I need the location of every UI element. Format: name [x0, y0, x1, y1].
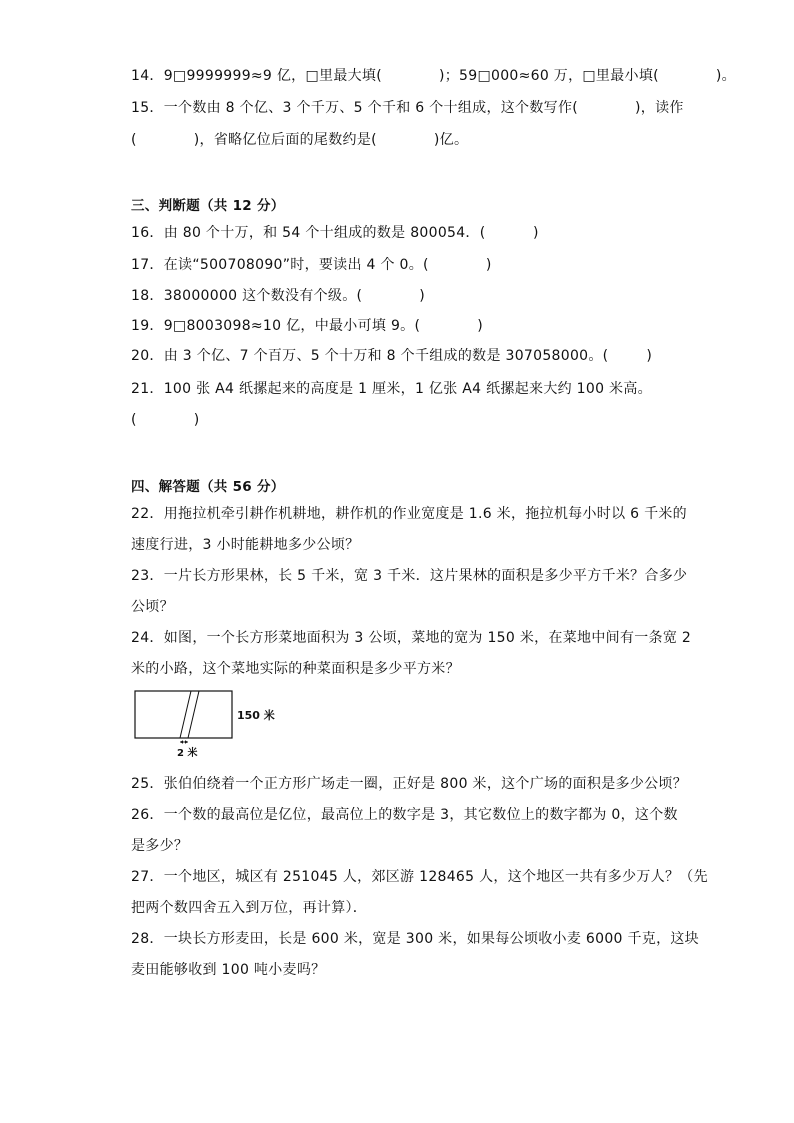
question-27-continued: 把两个数四舍五入到万位，再计算）． — [131, 900, 368, 916]
field-rectangle — [135, 691, 232, 738]
question-22: 22．用拖拉机牵引耕作机耕地，耕作机的作业宽度是 1.6 米，拖拉机每小时以 6 千米的 — [131, 506, 687, 522]
arrow-head-left — [180, 740, 183, 743]
question-24: 24．如图，一个长方形菜地面积为 3 公顷，菜地的宽为 150 米，在菜地中间有一条宽 2 — [131, 630, 692, 646]
question-16: 16．由 80 个十万，和 54 个十组成的数是 800054．( ) — [131, 225, 539, 241]
question-14: 14．9□9999999≈9 亿，□里最大填( )；59□000≈60 万，□里最小填( )。 — [131, 68, 736, 84]
section-heading-solve: 四、解答题（共 56 分） — [131, 479, 285, 495]
question-22-continued: 速度行进，3 小时能耕地多少公顷？ — [131, 537, 360, 553]
question-27: 27．一个地区，城区有 251045 人，郊区游 128465 人，这个地区一共有多少万人？（先 — [131, 869, 708, 885]
arrow-head-right — [185, 740, 188, 743]
question-26-continued: 是多少？ — [131, 838, 189, 854]
question-23-continued: 公顷？ — [131, 599, 174, 615]
question-19: 19．9□8003098≈10 亿，中最小可填 9。( ) — [131, 318, 483, 334]
question-23: 23．一片长方形果林，长 5 千米，宽 3 千米．这片果林的面积是多少平方千米？合多少 — [131, 568, 688, 584]
field-width-label: 150 米 — [237, 709, 275, 722]
question-25: 25．张伯伯绕着一个正方形广场走一圈，正好是 800 米，这个广场的面积是多少公顷？ — [131, 776, 688, 792]
section-heading-judgment: 三、判断题（共 12 分） — [131, 198, 285, 214]
question-20: 20．由 3 个亿、7 个百万、5 个十万和 8 个千组成的数是 307058000。( ) — [131, 348, 653, 364]
question-28: 28．一块长方形麦田，长是 600 米，宽是 300 米，如果每公顷收小麦 6000 千克，这块 — [131, 931, 699, 947]
road-width-label: 2 米 — [177, 748, 198, 758]
question-28-continued: 麦田能够收到 100 吨小麦吗？ — [131, 962, 326, 978]
question-17: 17．在读“500708090”时，要读出 4 个 0。( ) — [131, 257, 492, 273]
question-21-answer-blank: ( ) — [131, 412, 200, 428]
question-24-continued: 米的小路，这个菜地实际的种菜面积是多少平方米？ — [131, 661, 460, 677]
question-26: 26．一个数的最高位是亿位，最高位上的数字是 3，其它数位上的数字都为 0，这个数 — [131, 807, 678, 823]
question-15: 15．一个数由 8 个亿、3 个千万、5 个千和 6 个十组成，这个数写作( )，读作 — [131, 100, 684, 116]
question-18: 18．38000000 这个数没有个级。( ) — [131, 288, 426, 304]
question-21: 21．100 张 A4 纸摞起来的高度是 1 厘米，1 亿张 A4 纸摞起来大约 100 米高。 — [131, 381, 652, 397]
field-diagram — [134, 688, 284, 758]
question-15-continued: ( )，省略亿位后面的尾数约是( )亿。 — [131, 132, 469, 148]
